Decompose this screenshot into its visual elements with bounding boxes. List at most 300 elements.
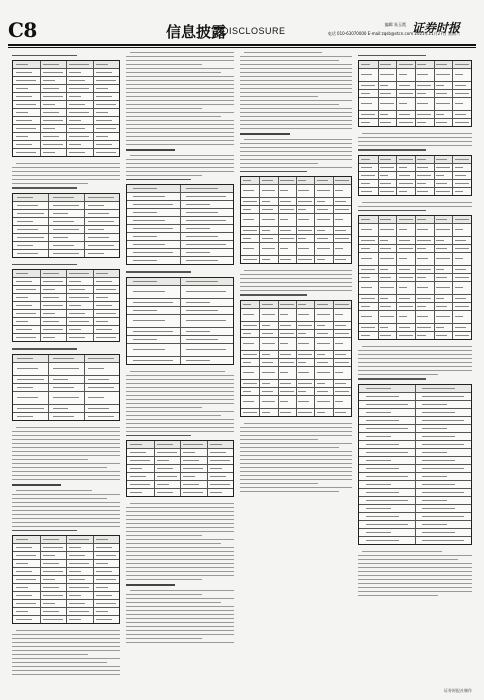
text-line <box>240 439 318 440</box>
table-row <box>241 301 351 309</box>
table-cell <box>380 248 391 249</box>
table-cell <box>69 595 81 596</box>
table-row <box>359 401 471 409</box>
table-cell <box>298 314 309 315</box>
table-row <box>13 93 119 101</box>
table-row <box>359 481 471 489</box>
table-row <box>359 324 471 332</box>
table-row <box>359 295 471 303</box>
table-cell <box>317 412 325 413</box>
table-row <box>127 209 233 217</box>
table-row <box>241 243 351 256</box>
table-cell <box>436 103 450 104</box>
text-line <box>126 507 234 508</box>
table-cell <box>133 291 165 292</box>
text-line <box>12 463 120 464</box>
data-table <box>358 384 472 545</box>
table-cell <box>16 571 32 572</box>
table-cell <box>186 204 210 205</box>
text-line <box>16 630 120 631</box>
table-cell <box>16 152 36 153</box>
table-cell <box>262 354 270 355</box>
table-cell <box>69 321 89 322</box>
table-row <box>359 311 471 324</box>
table-cell <box>262 333 273 334</box>
text-line <box>126 88 234 89</box>
table-cell <box>317 230 325 231</box>
table-cell <box>262 383 270 384</box>
text-line <box>126 622 234 623</box>
table-cell <box>43 603 55 604</box>
table-cell <box>361 183 369 184</box>
table-cell <box>317 304 328 305</box>
text-line <box>12 502 120 503</box>
text-line <box>126 519 234 520</box>
table-cell <box>361 103 372 104</box>
table-cell <box>366 388 391 389</box>
table-cell <box>183 492 203 493</box>
table-cell <box>399 306 413 307</box>
text-line <box>12 654 88 655</box>
table-cell <box>422 436 456 437</box>
text-line <box>126 387 234 388</box>
table-cell <box>183 452 195 453</box>
text-line <box>240 443 352 444</box>
text-line <box>12 167 120 168</box>
table-cell <box>17 245 33 246</box>
table-cell <box>399 335 413 336</box>
table-cell <box>69 587 89 588</box>
table-cell <box>43 619 63 620</box>
table-caption <box>12 348 77 349</box>
table-cell <box>133 204 173 205</box>
text-block <box>358 202 472 207</box>
text-block <box>240 270 352 291</box>
section-title-english: DISCLOSURE <box>222 26 286 36</box>
table-cell <box>417 258 428 259</box>
table-cell <box>436 175 444 176</box>
table-row <box>359 417 471 425</box>
table-row <box>359 119 471 126</box>
text-line <box>240 120 352 121</box>
table-cell <box>157 452 177 453</box>
table-cell <box>243 362 251 363</box>
table-cell <box>53 368 80 369</box>
table-cell <box>280 343 288 344</box>
text-line <box>12 642 120 643</box>
table-cell <box>186 244 226 245</box>
text-line <box>12 522 120 523</box>
table-row <box>13 363 119 376</box>
table-cell <box>361 335 369 336</box>
subheading <box>126 584 175 586</box>
table-cell <box>96 313 116 314</box>
table-cell <box>436 219 447 220</box>
table-cell <box>366 540 400 541</box>
table-row <box>127 241 233 249</box>
table-cell <box>243 391 251 392</box>
table-cell <box>16 136 28 137</box>
table-row <box>13 77 119 85</box>
table-cell <box>96 112 108 113</box>
table-cell <box>436 191 450 192</box>
text-line <box>358 559 458 560</box>
table-row <box>13 270 119 278</box>
table-row <box>127 286 233 299</box>
table-cell <box>16 128 36 129</box>
table-cell <box>298 362 306 363</box>
table-cell <box>69 96 81 97</box>
table-cell <box>436 277 447 278</box>
table-cell <box>417 64 425 65</box>
table-cell <box>417 316 428 317</box>
text-line <box>240 435 352 436</box>
table-row <box>359 245 471 253</box>
table-cell <box>96 337 116 338</box>
table-cell <box>280 248 288 249</box>
table-row <box>13 278 119 286</box>
table-cell <box>417 335 425 336</box>
table-cell <box>133 196 165 197</box>
text-line <box>126 171 234 172</box>
data-table <box>126 440 234 497</box>
table-cell <box>361 248 369 249</box>
text-line <box>12 475 120 476</box>
table-row <box>13 536 119 544</box>
table-cell <box>280 230 291 231</box>
table-cell <box>186 302 210 303</box>
text-line <box>126 626 234 627</box>
text-line <box>126 531 234 532</box>
table-row <box>13 413 119 420</box>
text-line <box>358 583 472 584</box>
table-row <box>241 359 351 367</box>
table-cell <box>417 277 425 278</box>
text-line <box>244 423 352 424</box>
table-row <box>241 214 351 227</box>
table-cell <box>298 401 309 402</box>
table-cell <box>298 190 309 191</box>
table-cell <box>69 539 89 540</box>
table-cell <box>436 85 444 86</box>
table-cell <box>280 238 294 239</box>
text-line <box>126 399 234 400</box>
text-line <box>358 206 472 207</box>
table-row <box>13 286 119 294</box>
table-cell <box>69 603 85 604</box>
table-cell <box>380 229 394 230</box>
table-cell <box>96 128 116 129</box>
table-cell <box>417 167 428 168</box>
table-row <box>13 69 119 77</box>
table-cell <box>455 122 469 123</box>
text-line <box>126 72 221 73</box>
text-line <box>126 427 234 428</box>
table-cell <box>16 88 28 89</box>
column-2 <box>126 52 234 690</box>
table-cell <box>96 289 116 290</box>
text-line <box>12 634 120 635</box>
table-cell <box>380 167 394 168</box>
table-cell <box>422 484 456 485</box>
newspaper-logo: 证券时报 <box>411 21 460 35</box>
text-line <box>240 451 352 452</box>
table-cell <box>53 213 69 214</box>
table-cell <box>16 603 36 604</box>
text-line <box>126 571 234 572</box>
text-line <box>12 510 120 511</box>
table-row <box>127 307 233 315</box>
table-cell <box>317 314 331 315</box>
table-cell <box>69 120 81 121</box>
table-cell <box>186 260 218 261</box>
table-cell <box>455 219 469 220</box>
table-cell <box>17 253 38 254</box>
table-cell <box>366 412 391 413</box>
table-cell <box>262 343 276 344</box>
text-line <box>358 362 472 363</box>
table-row <box>127 357 233 364</box>
table-cell <box>96 72 112 73</box>
text-line <box>12 175 120 176</box>
table-cell <box>280 354 291 355</box>
table-cell <box>436 240 444 241</box>
table-cell <box>210 460 230 461</box>
text-line <box>130 52 234 53</box>
table-cell <box>422 492 464 493</box>
table-cell <box>88 205 104 206</box>
table-row <box>359 156 471 164</box>
table-row <box>13 117 119 125</box>
table-cell <box>366 468 400 469</box>
text-line <box>126 104 234 105</box>
table-cell <box>455 316 463 317</box>
text-line <box>358 374 438 375</box>
table-cell <box>243 201 257 202</box>
table-row <box>359 433 471 441</box>
text-line <box>126 144 234 145</box>
table-row <box>127 249 233 257</box>
table-row <box>13 101 119 109</box>
header-rule <box>8 44 476 46</box>
table-cell <box>366 524 408 525</box>
text-line <box>240 427 352 428</box>
table-row <box>359 465 471 473</box>
table-cell <box>298 412 312 413</box>
text-line <box>126 511 234 512</box>
text-line <box>240 282 352 283</box>
table-row <box>127 193 233 201</box>
table-cell <box>53 197 74 198</box>
table-cell <box>335 304 349 305</box>
table-cell <box>417 114 431 115</box>
table-cell <box>88 229 104 230</box>
table-cell <box>317 372 331 373</box>
table-cell <box>380 74 394 75</box>
data-table <box>126 184 234 265</box>
text-line <box>126 403 234 404</box>
table-caption <box>12 55 77 56</box>
table-cell <box>335 259 346 260</box>
table-cell <box>455 229 463 230</box>
table-row <box>241 367 351 380</box>
table-cell <box>380 114 388 115</box>
table-cell <box>335 372 343 373</box>
table-cell <box>366 516 400 517</box>
table-cell <box>16 587 28 588</box>
table-row <box>13 133 119 141</box>
table-cell <box>243 343 254 344</box>
table-row <box>241 322 351 330</box>
table-cell <box>157 444 173 445</box>
text-line <box>240 471 352 472</box>
table-cell <box>335 180 349 181</box>
table-cell <box>317 180 328 181</box>
table-row <box>359 505 471 513</box>
table-cell <box>317 190 331 191</box>
text-line <box>358 575 472 576</box>
table-cell <box>96 571 112 572</box>
text-line <box>358 591 472 592</box>
table-cell <box>335 354 346 355</box>
table-cell <box>380 175 388 176</box>
table-cell <box>455 183 469 184</box>
table-cell <box>399 85 410 86</box>
table-cell <box>280 219 288 220</box>
table-cell <box>186 320 226 321</box>
table-row <box>359 224 471 237</box>
table-caption <box>126 179 191 180</box>
table-row <box>359 409 471 417</box>
table-cell <box>317 391 328 392</box>
table-cell <box>43 579 55 580</box>
table-cell <box>96 104 116 105</box>
table-cell <box>399 191 407 192</box>
table-cell <box>361 316 372 317</box>
text-line <box>12 514 120 515</box>
text-line <box>126 175 202 176</box>
table-cell <box>133 310 157 311</box>
table-cell <box>380 277 391 278</box>
table-cell <box>43 305 63 306</box>
table-cell <box>298 238 306 239</box>
table-cell <box>298 333 306 334</box>
table-row <box>13 109 119 117</box>
table-cell <box>130 484 150 485</box>
table-cell <box>417 175 431 176</box>
table-cell <box>399 287 407 288</box>
table-cell <box>16 289 36 290</box>
text-line <box>240 447 339 448</box>
text-line <box>240 286 352 287</box>
text-line <box>126 76 234 77</box>
table-cell <box>361 306 369 307</box>
table-cell <box>53 358 74 359</box>
text-line <box>126 375 234 376</box>
table-cell <box>317 201 325 202</box>
table-cell <box>399 114 410 115</box>
table-cell <box>262 401 276 402</box>
text-line <box>244 52 322 53</box>
text-block <box>358 346 472 375</box>
table-cell <box>262 180 273 181</box>
table-cell <box>17 221 33 222</box>
table-cell <box>298 248 309 249</box>
table-cell <box>317 343 331 344</box>
table-cell <box>69 281 81 282</box>
table-row <box>241 388 351 396</box>
text-line <box>240 80 352 81</box>
table-cell <box>417 240 431 241</box>
table-row <box>13 302 119 310</box>
table-cell <box>186 291 226 292</box>
table-row <box>127 473 233 481</box>
table-cell <box>361 298 375 299</box>
table-caption <box>358 210 426 211</box>
table-row <box>359 164 471 172</box>
text-line <box>12 455 120 456</box>
table-row <box>127 457 233 465</box>
table-row <box>127 465 233 473</box>
table-cell <box>361 167 372 168</box>
table-cell <box>317 333 328 334</box>
table-cell <box>186 331 210 332</box>
table-cell <box>280 412 291 413</box>
table-cell <box>361 277 369 278</box>
table-cell <box>17 237 44 238</box>
table-cell <box>262 391 273 392</box>
table-row <box>127 449 233 457</box>
text-line <box>358 555 472 556</box>
table-cell <box>96 563 108 564</box>
table-cell <box>133 228 173 229</box>
table-cell <box>455 258 463 259</box>
table-cell <box>298 343 309 344</box>
table-cell <box>399 229 407 230</box>
table-cell <box>361 64 369 65</box>
table-cell <box>16 563 28 564</box>
text-line <box>126 543 221 544</box>
table-row <box>13 194 119 202</box>
table-cell <box>130 468 142 469</box>
table-cell <box>186 220 226 221</box>
text-line <box>126 96 234 97</box>
table-row <box>13 616 119 623</box>
text-line <box>12 443 120 444</box>
table-cell <box>380 103 394 104</box>
text-line <box>126 124 234 125</box>
table-cell <box>361 122 369 123</box>
table-row <box>359 180 471 188</box>
text-block <box>12 163 120 184</box>
text-line <box>126 515 234 516</box>
table-row <box>13 61 119 69</box>
text-line <box>12 479 120 480</box>
table-cell <box>422 500 447 501</box>
table-cell <box>335 314 343 315</box>
table-cell <box>455 167 463 168</box>
table-row <box>359 216 471 224</box>
table-cell <box>88 416 115 417</box>
table-cell <box>422 420 464 421</box>
table-cell <box>157 460 169 461</box>
table-cell <box>43 88 59 89</box>
table-cell <box>210 476 226 477</box>
table-row <box>359 489 471 497</box>
text-line <box>126 579 202 580</box>
table-cell <box>366 444 400 445</box>
table-cell <box>69 555 85 556</box>
